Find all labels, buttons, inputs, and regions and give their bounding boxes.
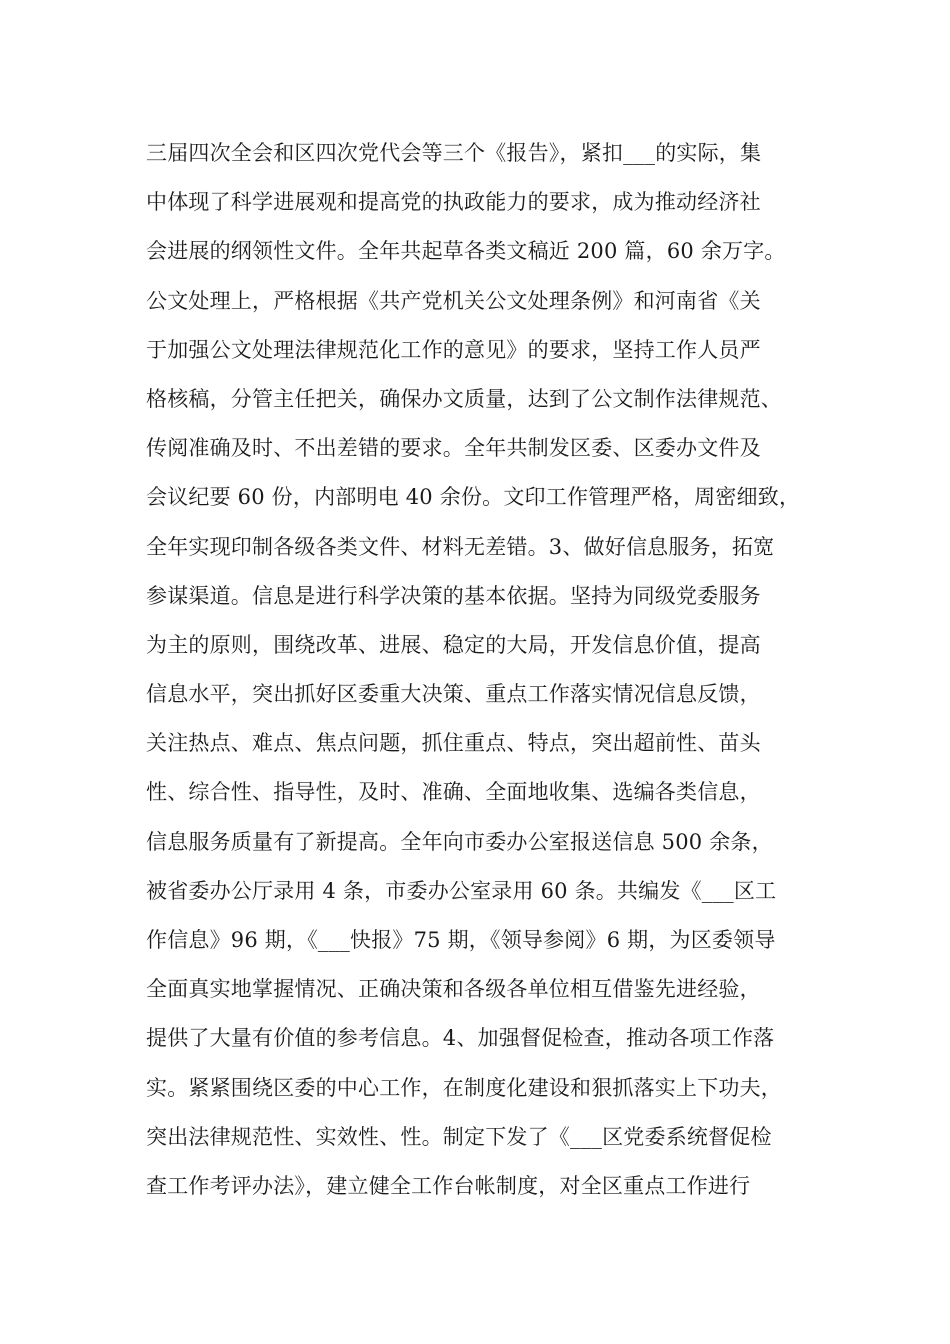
text-line: 三届四次全会和区四次党代会等三个《报告》，紧扣___的实际，集: [146, 141, 762, 165]
text-line: 公文处理上，严格根据《共产党机关公文处理条例》和河南省《关: [146, 288, 761, 313]
text-line: 关注热点、难点、焦点问题，抓住重点、特点，突出超前性、苗头: [146, 731, 761, 756]
text-line: 传阅准确及时、不出差错的要求。全年共制发区委、区委办文件及: [146, 436, 761, 461]
text-line: 突出法律规范性、实效性、性。制定下发了《___区党委系统督促检: [146, 1124, 772, 1149]
text-line: 会进展的纲领性文件。全年共起草各类文稿近 200 篇，60 余万字。: [146, 239, 786, 264]
text-line: 查工作考评办法》，建立健全工作台帐制度，对全区重点工作进行: [146, 1173, 751, 1198]
text-line: 信息水平，突出抓好区委重大决策、重点工作落实情况信息反馈，: [146, 682, 761, 707]
text-line: 性、综合性、指导性，及时、准确、全面地收集、选编各类信息，: [146, 780, 761, 805]
text-line: 中体现了科学进展观和提高党的执政能力的要求，成为推动经济社: [146, 190, 761, 215]
text-line: 实。紧紧围绕区委的中心工作，在制度化建设和狠抓落实上下功夫，: [146, 1075, 782, 1100]
text-line: 提供了大量有价值的参考信息。4、加强督促检查，推动各项工作落: [146, 1026, 775, 1051]
document-body: [146, 132, 826, 1214]
text-line: 被省委办公厅录用 4 条，市委办公室录用 60 条。共编发《___区工: [146, 878, 777, 903]
text-line: 参谋渠道。信息是进行科学决策的基本依据。坚持为同级党委服务: [146, 583, 761, 608]
text-line: 全面真实地掌握情况、正确决策和各级各单位相互借鉴先进经验，: [146, 977, 761, 1002]
text-line: 格核稿，分管主任把关，确保办文质量，达到了公文制作法律规范、: [146, 386, 782, 411]
text-line: 会议纪要 60 份，内部明电 40 余份。文印工作管理严格，周密细致，: [146, 485, 801, 510]
text-line: 全年实现印制各级各类文件、材料无差错。3、做好信息服务，拓宽: [146, 534, 775, 559]
text-line: 于加强公文处理法律规范化工作的意见》的要求，坚持工作人员严: [146, 337, 761, 362]
text-line: 为主的原则，围绕改革、进展、稳定的大局，开发信息价值，提高: [146, 632, 761, 657]
text-line: 作信息》96 期，《___快报》75 期，《领导参阅》6 期，为区委领导: [146, 928, 776, 952]
text-line: 信息服务质量有了新提高。全年向市委办公室报送信息 500 余条，: [146, 829, 773, 854]
